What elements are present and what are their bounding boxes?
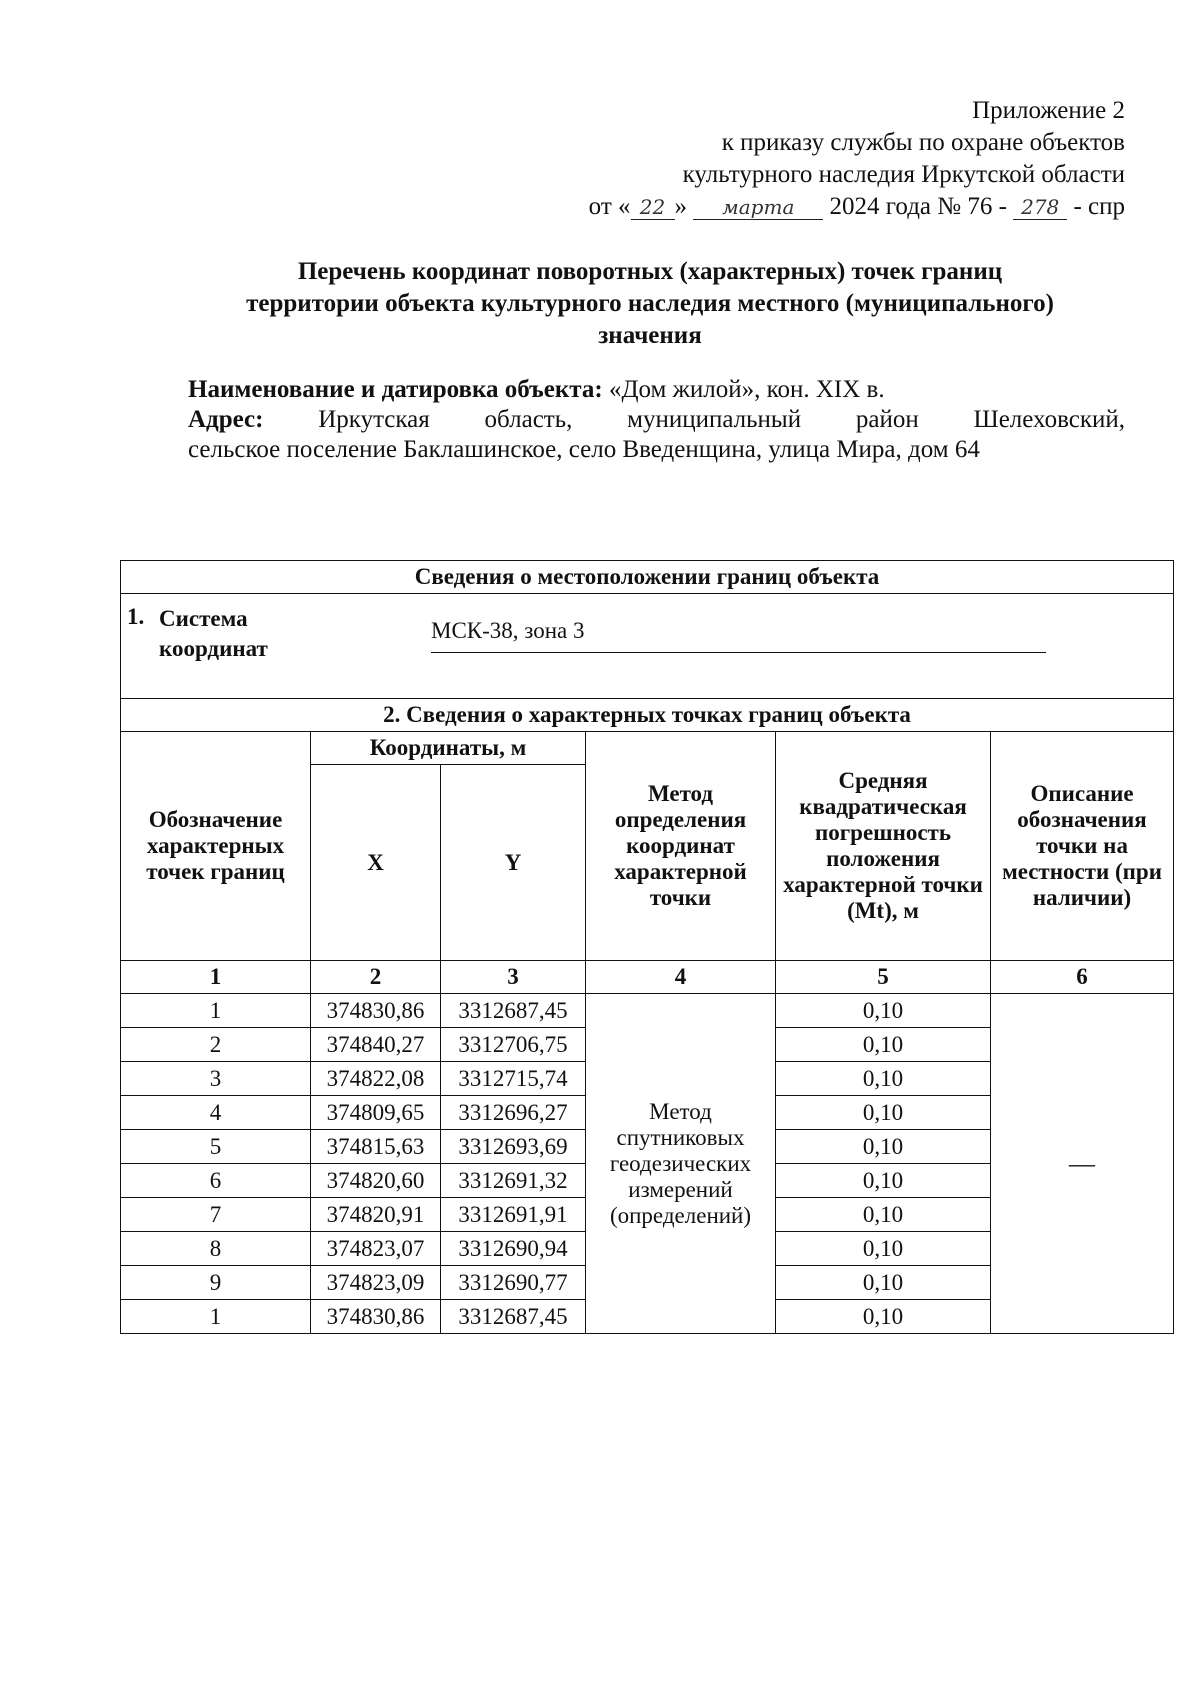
address-line-1: Иркутская область, муниципальный район Шелеховский, [318,406,1126,433]
point-designation-cell: 7 [121,1198,311,1232]
mt-error-cell: 0,10 [776,1028,991,1062]
point-designation-cell: 1 [121,994,311,1028]
section2-title: 2. Сведения о характерных точках границ объекта [121,699,1174,732]
mt-error-cell: 0,10 [776,1164,991,1198]
point-designation-cell: 9 [121,1266,311,1300]
mt-error-cell: 0,10 [776,1130,991,1164]
address-row [188,405,1125,435]
y-coordinate-cell: 3312696,27 [441,1096,586,1130]
date-suffix: - спр [1073,193,1125,220]
object-name-row [188,375,1125,405]
point-designation-cell: 6 [121,1164,311,1198]
column-number: 2 [311,961,441,994]
authority-line: культурного наследия Иркутской области [682,161,1125,188]
y-coordinate-cell: 3312706,75 [441,1028,586,1062]
x-coordinate-cell: 374809,65 [311,1096,441,1130]
system-label-line-1: Система [159,606,248,631]
col-x-header: X [311,765,441,961]
y-coordinate-cell: 3312687,45 [441,994,586,1028]
handwritten-month: марта [693,195,823,220]
address-label: Адрес: [188,406,264,433]
x-coordinate-cell: 374815,63 [311,1130,441,1164]
table-row [121,994,1174,1028]
handwritten-day: 22 [631,195,675,220]
x-coordinate-cell: 374823,07 [311,1232,441,1266]
col-description-header: Описание обозначения точки на местности (при наличии) [991,732,1174,961]
col-y-header: Y [441,765,586,961]
y-coordinate-cell: 3312715,74 [441,1062,586,1096]
point-designation-cell: 5 [121,1130,311,1164]
y-coordinate-cell: 3312693,69 [441,1130,586,1164]
x-coordinate-cell: 374840,27 [311,1028,441,1062]
col-error-header: Средняя квадратическая погрешность положения характерной точки (Mt), м [776,732,991,961]
mt-error-cell: 0,10 [776,1300,991,1334]
object-info [188,375,1125,465]
appendix-label: Приложение 2 [972,97,1125,124]
x-coordinate-cell: 374820,60 [311,1164,441,1198]
system-label-line-2: координат [159,636,268,661]
date-prefix: от « [588,193,631,220]
data-rows [121,994,1174,1334]
column-number: 6 [991,961,1174,994]
y-coordinate-cell: 3312690,94 [441,1232,586,1266]
y-coordinate-cell: 3312691,91 [441,1198,586,1232]
mt-error-cell: 0,10 [776,1266,991,1300]
address-line-2: сельское поселение Баклашинское, село Введенщина, улица Мира, дом 64 [188,436,980,463]
order-date-line [425,191,1125,223]
title-line-3: значения [598,322,702,349]
date-mid: » [674,193,688,220]
method-cell: Метод спутниковых геодезических измерений (определений) [586,994,776,1334]
column-number: 1 [121,961,311,994]
coordinates-table [120,560,1174,1334]
object-name-label: Наименование и датировка объекта: [188,376,603,403]
object-name-value: «Дом жилой», кон. XIX в. [608,376,885,403]
title-line-2: территории объекта культурного наследия местного (муниципального) [246,290,1054,317]
mt-error-cell: 0,10 [776,1198,991,1232]
point-designation-cell: 1 [121,1300,311,1334]
order-reference-line: к приказу службы по охране объектов [721,129,1125,156]
point-designation-cell: 4 [121,1096,311,1130]
system-value: МСК-38, зона 3 [431,618,1046,653]
system-number: 1. [127,604,145,629]
mt-error-cell: 0,10 [776,1062,991,1096]
x-coordinate-cell: 374822,08 [311,1062,441,1096]
col-coords-header: Координаты, м [311,732,586,765]
col-designation-header: Обозначение характерных точек границ [121,732,311,961]
x-coordinate-cell: 374830,86 [311,994,441,1028]
description-cell: — [991,994,1174,1334]
mt-error-cell: 0,10 [776,994,991,1028]
y-coordinate-cell: 3312687,45 [441,1300,586,1334]
system-label [159,604,268,664]
x-coordinate-cell: 374820,91 [311,1198,441,1232]
column-number: 4 [586,961,776,994]
title-line-1: Перечень координат поворотных (характерных) точек границ [297,258,1003,285]
coordinate-system-cell [121,594,1174,699]
appendix-header [425,95,1125,223]
y-coordinate-cell: 3312691,32 [441,1164,586,1198]
mt-error-cell: 0,10 [776,1096,991,1130]
section-title: Сведения о местоположении границ объекта [121,561,1174,594]
point-designation-cell: 2 [121,1028,311,1062]
handwritten-doc-number: 278 [1013,195,1067,220]
y-coordinate-cell: 3312690,77 [441,1266,586,1300]
col-method-header: Метод определения координат характерной точки [586,732,776,961]
point-designation-cell: 3 [121,1062,311,1096]
column-number: 5 [776,961,991,994]
mt-error-cell: 0,10 [776,1232,991,1266]
document-title [180,256,1120,352]
x-coordinate-cell: 374823,09 [311,1266,441,1300]
column-number: 3 [441,961,586,994]
x-coordinate-cell: 374830,86 [311,1300,441,1334]
date-year: 2024 года № 76 - [829,193,1007,220]
point-designation-cell: 8 [121,1232,311,1266]
